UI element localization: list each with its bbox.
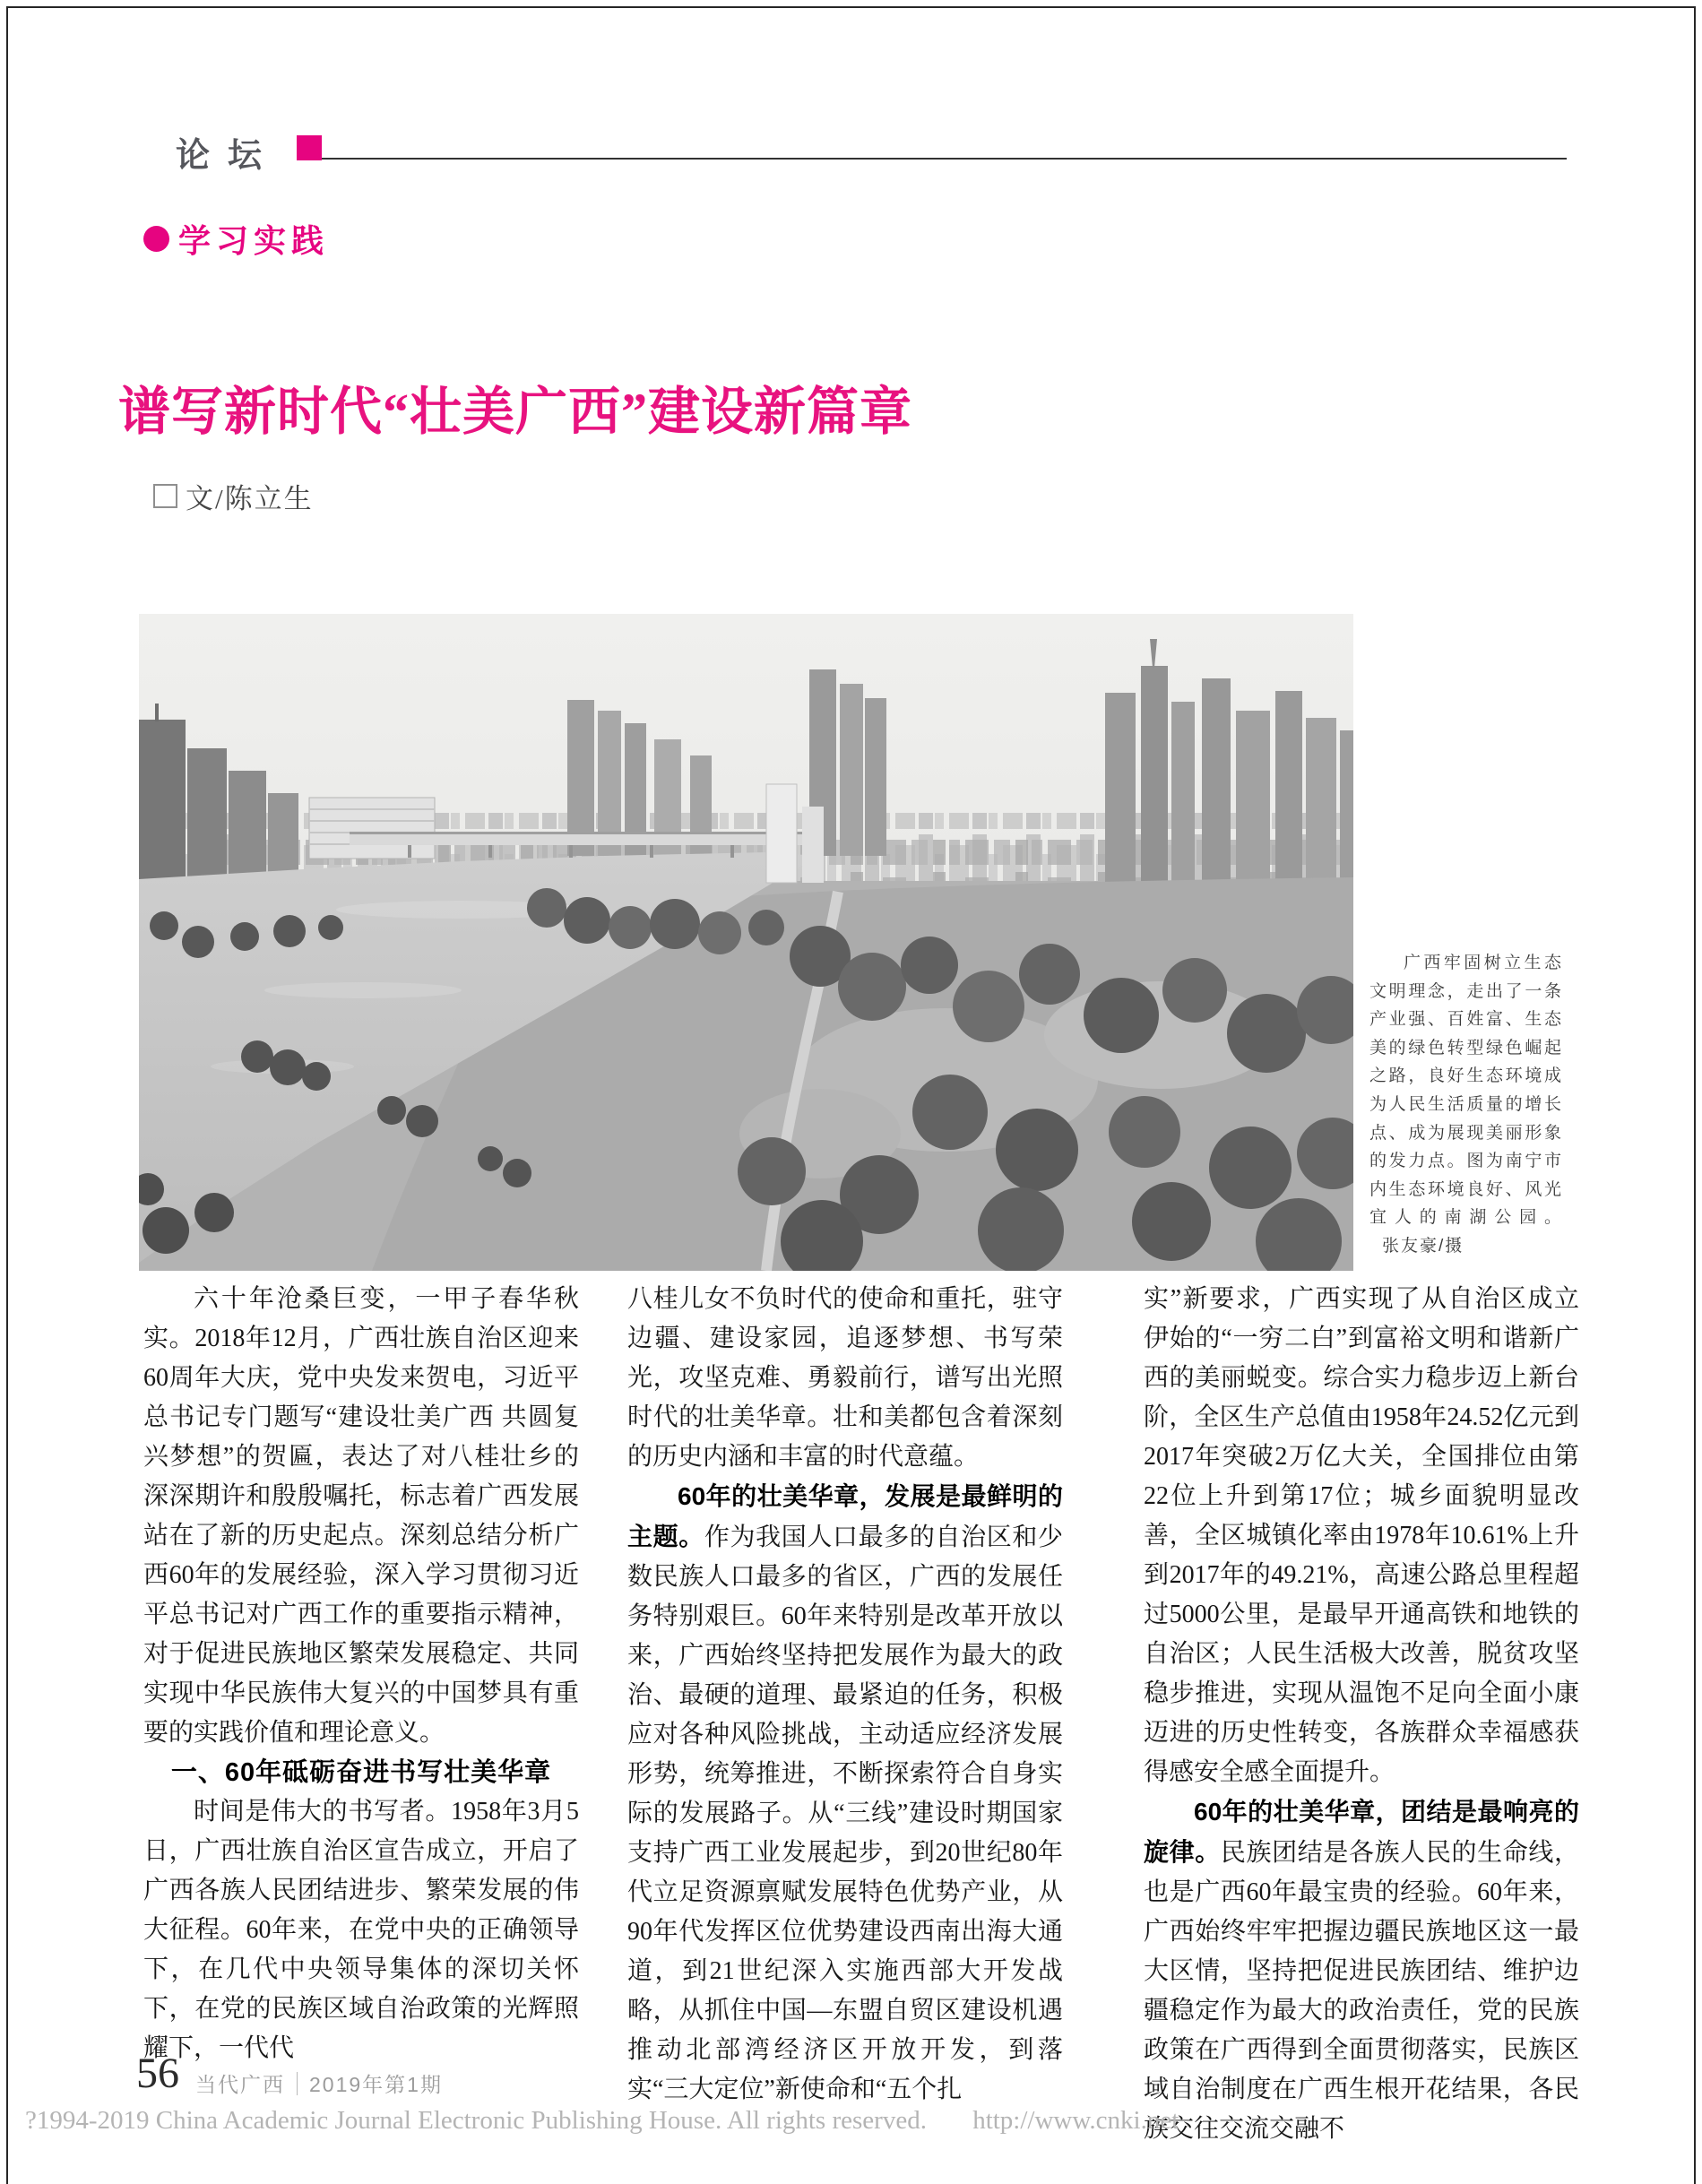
column-heading: 一、60年砥砺奋进书写壮美华章 (170, 1758, 552, 1787)
copyright-line (25, 2106, 1179, 2136)
journal-line (195, 2068, 443, 2098)
byline-text: 文/陈立生 (186, 483, 314, 514)
byline (153, 476, 314, 516)
category-bullet-icon (143, 226, 169, 252)
page-border-right (1694, 6, 1696, 2184)
section-label: 论坛 (176, 137, 281, 175)
byline-box-icon (153, 484, 177, 508)
article-column-3 (1144, 1280, 1579, 2149)
paragraph: 八桂儿女不负时代的使命和重托，驻守边疆、建设家园，追逐梦想、书写荣光，攻坚克难、勇毅前行，谱写出光照时代的壮美华章。壮和美都包含着深刻的历史内涵和丰富的时代意蕴。 (627, 1285, 1063, 1471)
photo-caption-text: 广西牢固树立生态文明理念，走出了一条产业强、百姓富、生态美的绿色转型绿色崛起之路，良好生态环境成为人民生活质量的增长点、成为展现美丽形象的发力点。图为南宁市内生态环境良好、风光宜人的南湖公园。 (1369, 954, 1563, 1228)
copyright-text: ?1994-2019 China Academic Journal Electronic Publishing House. All rights reserved. (25, 2106, 927, 2135)
cityscape-photo-illustration (139, 614, 1353, 1271)
paragraph (627, 1477, 1063, 2110)
journal-divider (297, 2072, 298, 2095)
article-title: 谱写新时代“壮美广西”建设新篇章 (118, 383, 913, 441)
bold-lead: 60年的壮美华章，团结是最响亮的旋律。 (1144, 1798, 1579, 1866)
paragraph: 实”新要求，广西实现了从自治区成立伊始的“一穷二白”到富裕文明和谐新广西的美丽蜕变。综合实力稳步迈上新台阶，全区生产总值由1958年24.52亿元到2017年突破2万亿大关，全国排位由第22位上升到第17位；城乡面貌明显改善，全区城镇化率由1978年10.61%上升到2017年的49.21%，高速公路总里程超过5000公里，是最早开通高铁和地铁的自治区；人民生活极大改善，脱贫攻坚稳步推进，实现从温饱不足向全面小康迈进的历史性转变，各族群众幸福感获得感安全感全面提升。 (1144, 1285, 1579, 1786)
cnki-url: http://www.cnki.net (972, 2106, 1179, 2135)
photo-credit: 张友豪/摄 (1382, 1236, 1464, 1256)
category-label: 学习实践 (178, 222, 330, 259)
page-border-left (6, 6, 8, 2184)
article-column-2 (627, 1280, 1063, 2110)
photo-caption (1369, 949, 1563, 1261)
paragraph: 时间是伟大的书写者。1958年3月5日，广西壮族自治区宣告成立，开启了广西各族人民团结进步、繁荣发展的伟大征程。60年来，在党中央的正确领导下，在几代中央领导集体的深切关怀下，在党的民族区域自治政策的光辉照耀下，一代代 (143, 1798, 579, 2062)
page-border-top (6, 6, 1696, 8)
paragraph-text: 作为我国人口最多的自治区和少数民族人口最多的省区，广西的发展任务特别艰巨。60年来特别是改革开放以来，广西始终坚持把发展作为最大的政治、最硬的道理、最紧迫的任务，积极应对各种风险挑战，主动适应经济发展形势，统筹推进，不断探索符合自身实际的发展路子。从“三线”建设时期国家支持广西工业发展起步，到20世纪80年代立足资源禀赋发展特色优势产业，从90年代发挥区位优势建设西南出海大通道，到21世纪深入实施西部大开发战略，从抓住中国—东盟自贸区建设机遇推动北部湾经济区开放开发，到落实“三大定位”新使命和“五个扎 (627, 1524, 1063, 2103)
journal-name: 当代广西 (195, 2073, 285, 2096)
article-photo (139, 614, 1353, 1271)
masthead-rule (322, 158, 1567, 160)
article-column-1 (143, 1280, 579, 2068)
paragraph-text: 民族团结是各族人民的生命线，也是广西60年最宝贵的经验。60年来，广西始终牢牢把握边疆民族地区这一最大区情，坚持把促进民族团结、维护边疆稳定作为最大的政治责任，党的民族政策在广西得到全面贯彻落实，民族区域自治制度在广西生根开花结果，各民族交往交流交融不 (1144, 1839, 1579, 2143)
paragraph: 六十年沧桑巨变，一甲子春华秋实。2018年12月，广西壮族自治区迎来60周年大庆，党中央发来贺电，习近平总书记专门题写“建设壮美广西 共圆复兴梦想”的贺匾，表达了对八桂壮乡的深深期许和殷殷嘱托，标志着广西发展站在了新的历史起点。深刻总结分析广西60年的发展经验，深入学习贯彻习近平总书记对广西工作的重要指示精神，对于促进民族地区繁荣发展稳定、共同实现中华民族伟大复兴的中国梦具有重要的实践价值和理论意义。 (143, 1285, 579, 1747)
issue-label: 2019年第1期 (309, 2073, 443, 2096)
bold-lead: 60年的壮美华章，发展是最鲜明的主题。 (627, 1482, 1063, 1550)
page-number: 56 (136, 2050, 179, 2097)
category-row (143, 216, 329, 262)
paragraph (1144, 1792, 1579, 2149)
accent-square (297, 135, 322, 160)
